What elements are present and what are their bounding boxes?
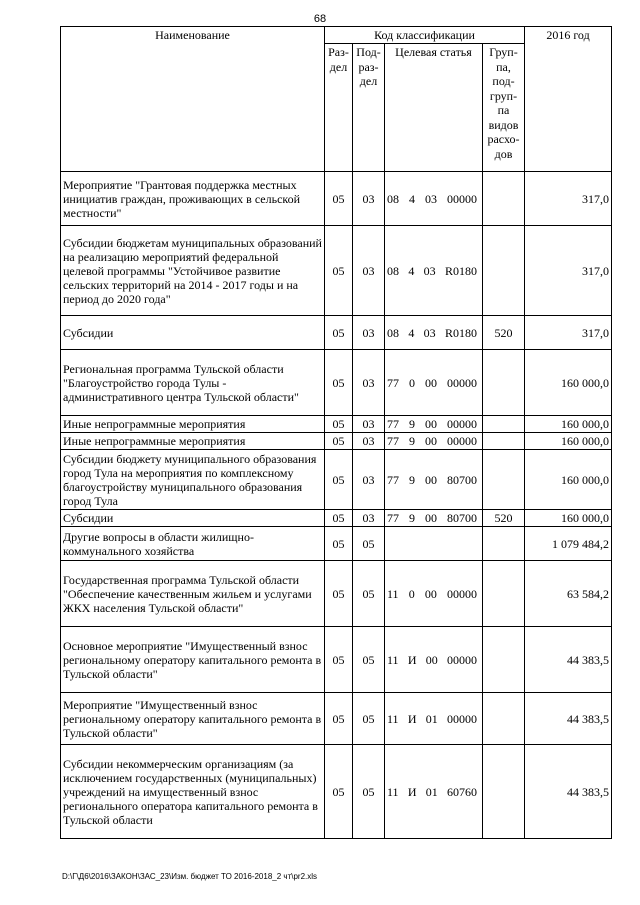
row-amount: 44 383,5 bbox=[525, 627, 612, 693]
row-target-item bbox=[385, 561, 483, 627]
row-amount: 44 383,5 bbox=[525, 693, 612, 745]
row-subsection: 05 bbox=[353, 627, 385, 693]
row-name: Иные непрограммные мероприятия bbox=[61, 416, 325, 433]
row-name: Мероприятие "Имущественный взнос региональному оператору капитального ремонта в Тульской области" bbox=[61, 693, 325, 745]
row-amount: 317,0 bbox=[525, 226, 612, 316]
row-amount: 160 000,0 bbox=[525, 350, 612, 416]
target-item-part: 77 bbox=[387, 375, 399, 390]
row-subsection: 03 bbox=[353, 226, 385, 316]
row-target-item bbox=[385, 433, 483, 450]
target-item-part: 60760 bbox=[446, 784, 477, 799]
table-row bbox=[61, 316, 612, 350]
target-item-part: 4 bbox=[408, 263, 415, 278]
target-item-part: 01 bbox=[425, 784, 438, 799]
row-amount: 160 000,0 bbox=[525, 450, 612, 510]
row-name: Основное мероприятие "Имущественный взнос региональному оператору капитального ремонта в Тульской области" bbox=[61, 627, 325, 693]
table-row bbox=[61, 745, 612, 839]
budget-table bbox=[60, 26, 612, 839]
target-item-part: 00000 bbox=[447, 191, 477, 206]
row-expense-group bbox=[483, 693, 525, 745]
row-section: 05 bbox=[325, 693, 353, 745]
row-expense-group bbox=[483, 745, 525, 839]
target-item-part: 77 bbox=[387, 472, 399, 487]
row-section: 05 bbox=[325, 527, 353, 561]
header-expense-group: Груп- па, под- груп- па видов расхо- дов bbox=[483, 44, 525, 172]
target-item-part: 11 bbox=[387, 652, 399, 667]
row-name: Региональная программа Тульской области "Благоустройство города Тулы - административного центра Тульской области" bbox=[61, 350, 325, 416]
row-section: 05 bbox=[325, 433, 353, 450]
target-item-part: 08 bbox=[387, 263, 399, 278]
header-section: Раз- дел bbox=[325, 44, 353, 172]
file-path-footer: D:\Г\Д6\2016\ЗАКОН\ЗАС_23\Изм. бюджет ТО 2016-2018_2 чт\pr2.xls bbox=[62, 872, 318, 881]
target-item-part: 03 bbox=[423, 325, 436, 340]
row-section: 05 bbox=[325, 561, 353, 627]
row-target-item bbox=[385, 745, 483, 839]
row-expense-group bbox=[483, 450, 525, 510]
row-target-item bbox=[385, 627, 483, 693]
row-amount: 160 000,0 bbox=[525, 416, 612, 433]
header-name: Наименование bbox=[61, 27, 325, 172]
row-amount: 160 000,0 bbox=[525, 433, 612, 450]
target-item-part: 77 bbox=[387, 434, 399, 448]
target-item-part: 00 bbox=[425, 417, 437, 431]
row-expense-group: 520 bbox=[483, 510, 525, 527]
table-row bbox=[61, 627, 612, 693]
target-item-part: 77 bbox=[387, 511, 399, 525]
target-item-part: 0 bbox=[408, 586, 415, 601]
row-name: Субсидии bbox=[61, 316, 325, 350]
target-item-part: 9 bbox=[409, 417, 415, 431]
row-subsection: 03 bbox=[353, 316, 385, 350]
row-target-item bbox=[385, 172, 483, 226]
target-item-part: 00000 bbox=[447, 417, 477, 431]
row-section: 05 bbox=[325, 316, 353, 350]
row-subsection: 05 bbox=[353, 745, 385, 839]
target-item-part: R0180 bbox=[444, 263, 477, 278]
row-amount: 317,0 bbox=[525, 316, 612, 350]
row-target-item bbox=[385, 693, 483, 745]
row-target-item bbox=[385, 416, 483, 433]
table-row bbox=[61, 350, 612, 416]
table-row bbox=[61, 561, 612, 627]
row-name: Государственная программа Тульской области "Обеспечение качественным жильем и услугами ЖКХ населения Тульской области" bbox=[61, 561, 325, 627]
row-section: 05 bbox=[325, 510, 353, 527]
target-item-part: 00 bbox=[425, 375, 437, 390]
row-section: 05 bbox=[325, 416, 353, 433]
target-item-part: 00 bbox=[425, 434, 437, 448]
target-item-part: 80700 bbox=[447, 511, 477, 525]
target-item-part: 77 bbox=[387, 417, 399, 431]
row-name: Субсидии бюджету муниципального образования город Тула на мероприятия по комплексному благоустройству муниципального образования город Тула bbox=[61, 450, 325, 510]
target-item-part: 9 bbox=[409, 434, 415, 448]
row-target-item bbox=[385, 350, 483, 416]
row-section: 05 bbox=[325, 450, 353, 510]
target-item-part: 11 bbox=[387, 586, 399, 601]
row-target-item bbox=[385, 450, 483, 510]
target-item-part: 00 bbox=[424, 586, 437, 601]
table-row bbox=[61, 433, 612, 450]
row-name: Мероприятие "Грантовая поддержка местных инициатив граждан, проживающих в сельской местности" bbox=[61, 172, 325, 226]
row-subsection: 03 bbox=[353, 433, 385, 450]
target-item-part: 00 bbox=[425, 472, 437, 487]
header-subsection: Под- раз- дел bbox=[353, 44, 385, 172]
row-target-item bbox=[385, 316, 483, 350]
target-item-part: 03 bbox=[425, 191, 437, 206]
target-item-part: И bbox=[407, 652, 417, 667]
row-section: 05 bbox=[325, 226, 353, 316]
row-amount: 63 584,2 bbox=[525, 561, 612, 627]
row-expense-group bbox=[483, 416, 525, 433]
row-subsection: 03 bbox=[353, 172, 385, 226]
row-subsection: 05 bbox=[353, 527, 385, 561]
target-item-part: 00000 bbox=[446, 586, 477, 601]
row-amount: 317,0 bbox=[525, 172, 612, 226]
row-name: Субсидии bbox=[61, 510, 325, 527]
table-row bbox=[61, 450, 612, 510]
row-name: Субсидии бюджетам муниципальных образований на реализацию мероприятий федеральной целевой программы "Устойчивое развитие сельских территорий на 2014 - 2017 годы и на период до 2020 года" bbox=[61, 226, 325, 316]
row-expense-group bbox=[483, 561, 525, 627]
row-expense-group bbox=[483, 433, 525, 450]
row-amount: 44 383,5 bbox=[525, 745, 612, 839]
target-item-part: 00 bbox=[425, 652, 438, 667]
row-amount: 1 079 484,2 bbox=[525, 527, 612, 561]
target-item-part: 4 bbox=[409, 191, 415, 206]
header-year: 2016 год bbox=[525, 27, 612, 172]
target-item-part: 00000 bbox=[447, 375, 477, 390]
target-item-part: 9 bbox=[409, 511, 415, 525]
target-item-part: 08 bbox=[387, 325, 399, 340]
target-item-part: 03 bbox=[423, 263, 436, 278]
table-row bbox=[61, 693, 612, 745]
row-expense-group: 520 bbox=[483, 316, 525, 350]
target-item-part: 4 bbox=[408, 325, 415, 340]
row-section: 05 bbox=[325, 350, 353, 416]
target-item-part: 08 bbox=[387, 191, 399, 206]
row-amount: 160 000,0 bbox=[525, 510, 612, 527]
row-name: Иные непрограммные мероприятия bbox=[61, 433, 325, 450]
row-subsection: 03 bbox=[353, 350, 385, 416]
table-row bbox=[61, 416, 612, 433]
table-row bbox=[61, 527, 612, 561]
target-item-part: 80700 bbox=[447, 472, 477, 487]
target-item-part: 00000 bbox=[447, 434, 477, 448]
row-name: Другие вопросы в области жилищно-коммунального хозяйства bbox=[61, 527, 325, 561]
row-section: 05 bbox=[325, 627, 353, 693]
row-subsection: 03 bbox=[353, 416, 385, 433]
target-item-part: 0 bbox=[409, 375, 415, 390]
target-item-part: И bbox=[407, 784, 417, 799]
row-expense-group bbox=[483, 627, 525, 693]
target-item-part: И bbox=[407, 711, 417, 726]
target-item-part: R0180 bbox=[444, 325, 477, 340]
target-item-part: 11 bbox=[387, 711, 399, 726]
row-subsection: 03 bbox=[353, 450, 385, 510]
header-target-item: Целевая статья bbox=[385, 44, 483, 172]
target-item-part: 11 bbox=[387, 784, 399, 799]
target-item-part: 00000 bbox=[446, 711, 477, 726]
table-row bbox=[61, 510, 612, 527]
table-row bbox=[61, 172, 612, 226]
row-expense-group bbox=[483, 172, 525, 226]
row-expense-group bbox=[483, 226, 525, 316]
row-target-item bbox=[385, 226, 483, 316]
row-subsection: 05 bbox=[353, 561, 385, 627]
target-item-part: 00000 bbox=[446, 652, 477, 667]
target-item-part: 9 bbox=[409, 472, 415, 487]
page-number: 68 bbox=[313, 13, 327, 25]
target-item-part: 00 bbox=[425, 511, 437, 525]
row-target-item bbox=[385, 527, 483, 561]
row-subsection: 05 bbox=[353, 693, 385, 745]
header-classification-code: Код классификации bbox=[325, 27, 525, 44]
row-section: 05 bbox=[325, 172, 353, 226]
row-name: Субсидии некоммерческим организациям (за исключением государственных (муниципальных) учреждений на имущественный взнос регионального оператора капитального ремонта в Тульской области bbox=[61, 745, 325, 839]
row-target-item bbox=[385, 510, 483, 527]
row-expense-group bbox=[483, 527, 525, 561]
target-item-part: 01 bbox=[425, 711, 438, 726]
row-section: 05 bbox=[325, 745, 353, 839]
row-subsection: 03 bbox=[353, 510, 385, 527]
row-expense-group bbox=[483, 350, 525, 416]
table-row bbox=[61, 226, 612, 316]
